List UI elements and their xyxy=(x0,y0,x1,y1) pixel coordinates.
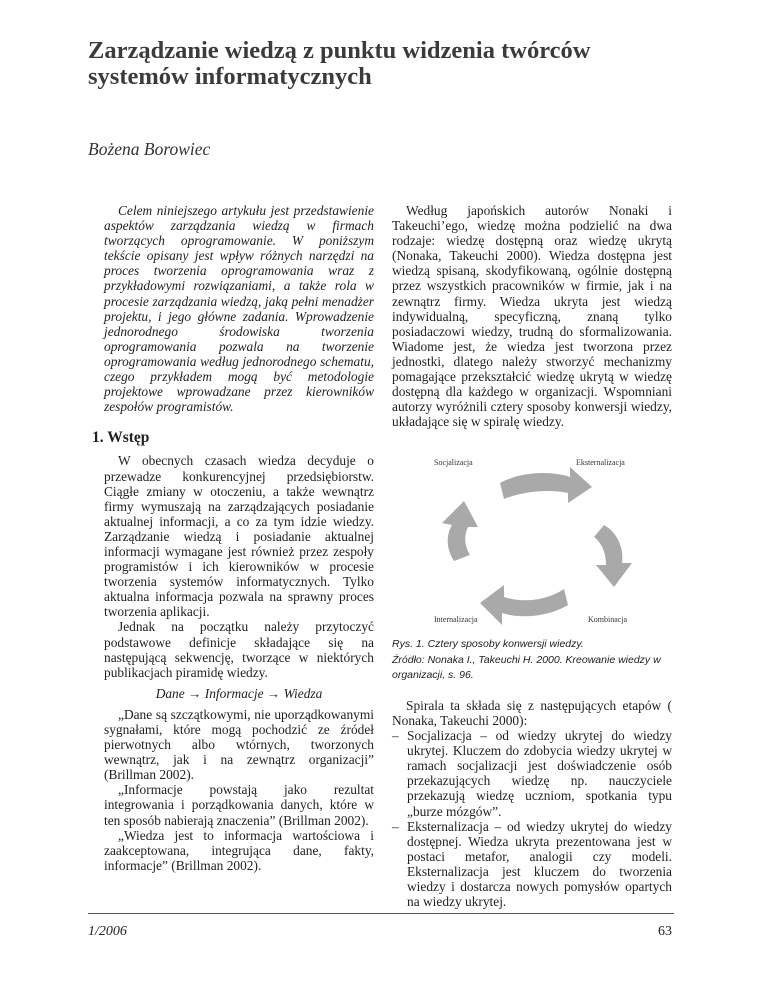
paragraph: Według japońskich autorów Nonaki i Takeuchi’ego, wiedzę można podzielić na dwa rodzaje: wiedzę dostępną oraz wiedzę ukrytą (Nonaka, Takeuchi 2000). Wiedza dostępna jest wiedzą spisaną, skodyfikowaną, ogólnie dostępną przez wszystkich pracowników w firmie, jak i na zewnątrz firmy. Wiedza ukryta jest wiedzą indywidualną, specyficzną, znaną tylko posiadaczowi wiedzy, trudną do sformalizowania. Wiadome jest, że wiedza jest tworzona przez jednostki, dlatego należy stworzyć mechanizmy pomagające przekształcić wiedzę ukrytą w wiedzę dostępną dla każdego w organizacji. Wspomniani autorzy wyróżnili cztery sposoby konwersji wiedzy, układające się w spiralę wiedzy. xyxy=(392,203,672,430)
arrow-internalizacja-to-socjalizacja xyxy=(442,501,478,561)
paragraph: W obecnych czasach wiedza decyduje o przewadze konkurencyjnej przedsiębiorstw. Ciągłe zmiany w otoczeniu, a także wewnątrz firmy wymuszają na zarządzających posiadanie aktualnej informacji, a co za tym idzie wiedzy. Zarządzanie wiedzą i posiadanie aktualnej informacji wymagane jest również przez zespoły programistów i ich kierowników w procesie tworzenia systemów informatycznych. Tylko aktualna informacja pozwala na sprawny proces tworzenia aplikacji. xyxy=(104,453,374,620)
bullet-dash: – xyxy=(392,728,399,744)
label-eksternalizacja: Eksternalizacja xyxy=(576,458,625,468)
footer-rule xyxy=(88,913,674,914)
label-socjalizacja: Socjalizacja xyxy=(434,458,473,468)
right-column xyxy=(392,203,672,909)
knowledge-spiral-figure xyxy=(392,437,672,637)
arrow-socjalizacja-to-eksternalizacja xyxy=(500,467,592,503)
quote-informacje: „Informacje powstają jako rezultat integrowania i porządkowania danych, które w ten sposób nabierają znaczenia” (Brillman 2002). xyxy=(104,782,374,828)
arrow-kombinacja-to-internalizacja xyxy=(480,585,568,625)
author-name: Bożena Borowiec xyxy=(88,139,211,159)
paragraph: Spirala ta składa się z następujących etapów ( Nonaka, Takeuchi 2000): xyxy=(392,697,672,728)
list-item-text: Socjalizacja – od wiedzy ukrytej do wiedzy ukrytej. Kluczem do zdobycia wiedzy ukrytej w ramach socjalizacji jest doświadczenie osób przekazujących wiedzę np. nauczyciele przekazują wiedzę uczniom, spotkania typu „burze mózgów”. xyxy=(407,728,672,819)
figure-caption xyxy=(392,637,672,684)
left-column xyxy=(92,203,374,873)
article-title: Zarządzanie wiedzą z punktu widzenia twórców systemów informatycznych xyxy=(88,37,591,90)
caption-line-2: Źródło: Nonaka I., Takeuchi H. 2000. Kreowanie wiedzy w organizacji, s. 96. xyxy=(392,653,661,682)
list-item xyxy=(392,728,672,819)
formula: Dane → Informacje → Wiedza xyxy=(155,685,323,701)
caption-line-1: Rys. 1. Cztery sposoby konwersji wiedzy. xyxy=(392,638,584,651)
quote-wiedza: „Wiedza jest to informacja wartościowa i zaakceptowana, integrująca dane, fakty, informacje” (Brillman 2002). xyxy=(104,827,374,873)
bullet-dash: – xyxy=(392,818,399,834)
paragraph: Jednak na początku należy przytoczyć podstawowe definicje składające się na następującą sekwencję, tworzące w niektórych publikacjach piramidę wiedzy. xyxy=(104,619,374,680)
section-heading: 1. Wstęp xyxy=(92,429,150,447)
abstract: Celem niniejszego artykułu jest przedstawienie aspektów zarządzania wiedzą w firmach tworzących oprogramowanie. W poniższym tekście opisany jest wpływ różnych narzędzi na proces tworzenia oprogramowania wraz z przykładowymi rozwiązaniami, a także rola w procesie zarządzania wiedzą, jaką pełni menadżer projektu, i jego główne zadania. Wprowadzenie jednorodnego środowiska tworzenia oprogramowania pozwala na tworzenie oprogramowania według jednorodnego schematu, czego przykładem mogą być metodologie projektowe wprowadzane przez kierowników zespołów programistów. xyxy=(104,203,374,415)
list-item xyxy=(392,819,672,910)
list-item-text: Eksternalizacja – od wiedzy ukrytej do wiedzy dostępnej. Wiedza ukryta prezentowana jest w postaci metafor, analogii czy modeli. Eksternalizacja jest kluczem do tworzenia wiedzy i dostarcza nowych pomysłów opartych na wiedzy ukrytej. xyxy=(407,818,672,910)
label-internalizacja: Internalizacja xyxy=(434,615,478,625)
quote-dane: „Dane są szczątkowymi, nie uporządkowanymi sygnałami, które mogą pochodzić ze źródeł pierwotnych albo wtórnych, tworzonych wewnątrz, jak i na zewnątrz organizacji” (Brillman 2002). xyxy=(104,706,374,783)
label-kombinacja: Kombinacja xyxy=(588,615,628,625)
page-number: 63 xyxy=(658,924,672,939)
arrow-eksternalizacja-to-kombinacja xyxy=(594,525,632,587)
stage-list xyxy=(392,728,672,909)
issue-number: 1/2006 xyxy=(88,924,127,939)
